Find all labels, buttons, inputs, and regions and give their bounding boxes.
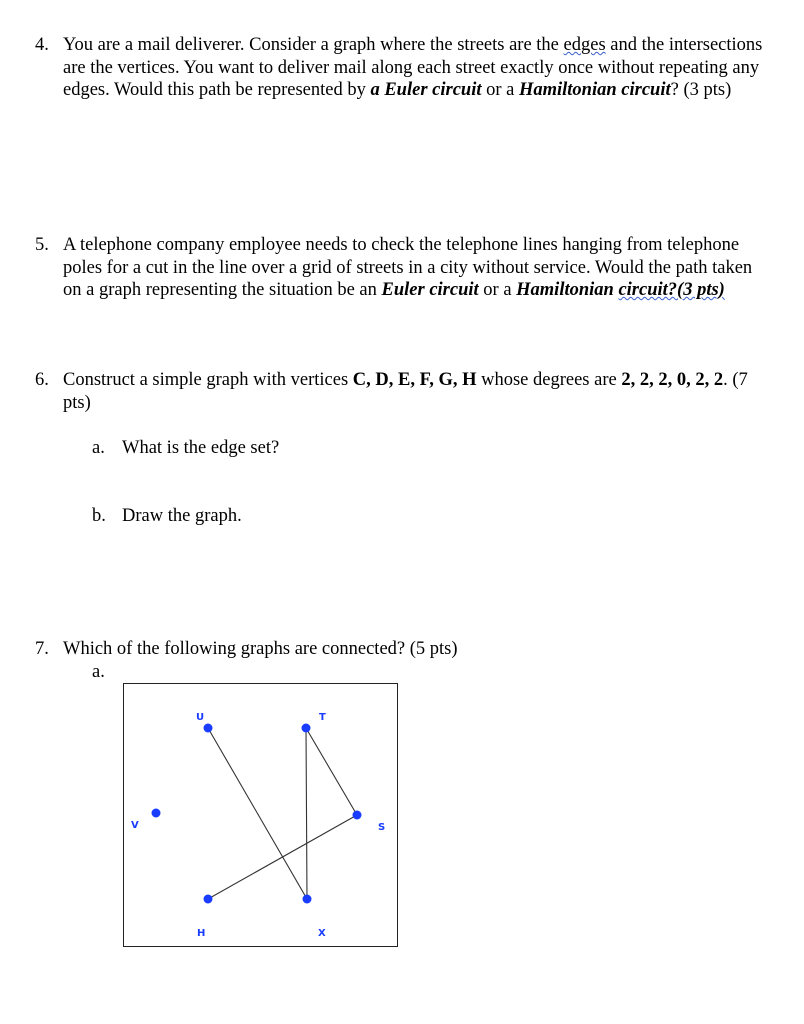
question-text — [63, 34, 765, 102]
text: You are a mail deliverer. Consider a graph where the streets are the — [63, 35, 564, 55]
question-5 — [35, 234, 765, 302]
graph-vertex-label: S — [378, 822, 386, 833]
graph-vertex-V — [152, 809, 161, 818]
emphasis: Hamiltonian — [516, 280, 614, 300]
graph-vertex-S — [353, 811, 362, 820]
question-4 — [35, 34, 765, 102]
text: Construct a simple graph with vertices — [63, 370, 353, 390]
text: and the intersections are the vertices. You want to deliver mail along each street exactly once without repeating any edges. Would this path be represented by — [63, 35, 763, 100]
emphasis: 2, 2, 2, 0, 2, 2 — [621, 370, 724, 390]
graph-vertex-label: T — [319, 712, 326, 723]
sub-label: a. — [92, 662, 105, 682]
emphasis: circuit?(3 pts) — [618, 280, 725, 300]
graph-edge-T-S — [306, 728, 357, 815]
question-number: 5. — [35, 235, 49, 255]
graph-edge-S-H — [208, 815, 357, 899]
text: A telephone company employee needs to check the telephone lines hanging from telephone poles for a cut in the line over a grid of streets in a city without service. Would the path taken on a graph representing the situation be an — [63, 235, 753, 300]
question-text: Which of the following graphs are connected? (5 pts) — [63, 639, 458, 659]
text: . (7 pts) — [63, 370, 748, 413]
emphasis: Euler circuit — [381, 280, 479, 300]
graph-vertex-label: X — [318, 928, 326, 939]
graph-vertex-X — [303, 895, 312, 904]
graph-vertex-T — [302, 724, 311, 733]
question-number: 6. — [35, 370, 49, 390]
text: whose degrees are — [476, 370, 622, 390]
graph-svg — [124, 684, 396, 945]
question-text — [63, 234, 765, 302]
graph-vertex-H — [204, 895, 213, 904]
graph-edge-T-X — [306, 728, 307, 899]
graph-vertex-label: V — [131, 820, 139, 831]
sub-label: a. — [92, 438, 105, 458]
graph-vertex-label: U — [196, 712, 205, 723]
emphasis: a Euler circuit — [370, 80, 482, 100]
graph-figure — [123, 683, 398, 947]
emphasis: C, D, E, F, G, H — [352, 370, 477, 390]
graph-vertex-U — [204, 724, 213, 733]
text: or a — [481, 80, 519, 100]
graph-vertex-label: H — [197, 928, 206, 939]
question-text — [63, 369, 765, 414]
question-6 — [35, 369, 765, 414]
question-7 — [35, 638, 765, 661]
question-number: 7. — [35, 639, 49, 659]
question-6b — [92, 505, 242, 528]
emphasis: Hamiltonian circuit — [518, 80, 671, 100]
question-6a — [92, 437, 279, 460]
sub-text: What is the edge set? — [122, 438, 280, 458]
sub-text: Draw the graph. — [122, 506, 242, 526]
sub-label: b. — [92, 506, 106, 526]
graph-edge-U-X — [208, 728, 307, 899]
text: or a — [478, 280, 517, 300]
spellcheck-word: edges — [563, 35, 606, 55]
text: ? (3 pts) — [670, 80, 732, 100]
question-number: 4. — [35, 35, 49, 55]
